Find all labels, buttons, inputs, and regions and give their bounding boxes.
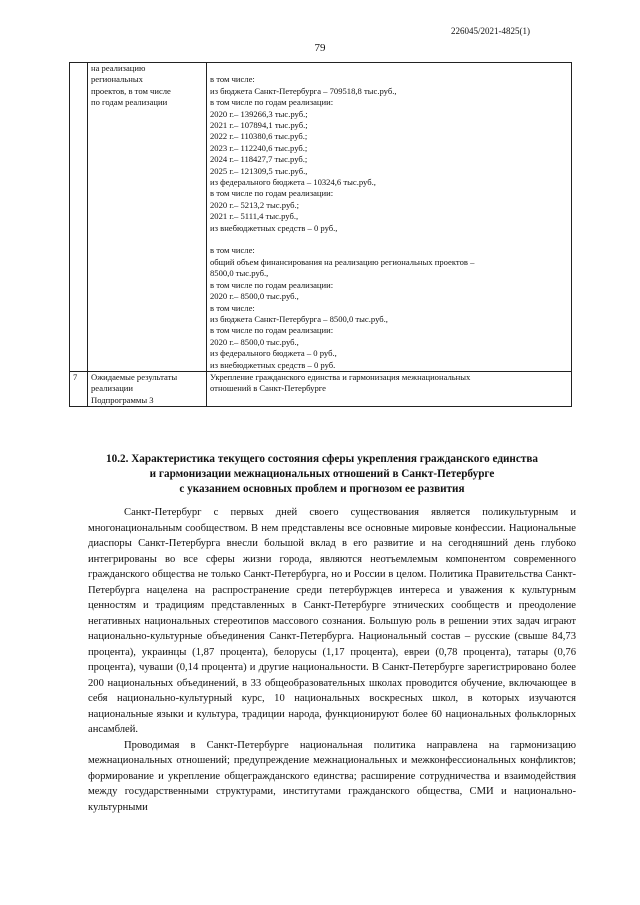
value-line: общий объем финансирования на реализацию региональных проектов –: [210, 256, 475, 267]
heading-line: 10.2. Характеристика текущего состояния сферы укрепления гражданского единства: [106, 453, 538, 465]
value-line: из бюджета Санкт-Петербурга – 8500,0 тыс.руб.,: [210, 313, 388, 324]
value-line: Укрепление гражданского единства и гармонизация межнациональных: [210, 371, 471, 382]
blank-line: [210, 63, 568, 74]
paragraph: Санкт-Петербург с первых дней своего существования является поликультурным и многонациональным сообществом. В нем представлены все основные мировые конфессии. Национальные диаспоры Санкт-Петербурга внесли большой вклад в его развитие и на сегодняшний день глубоко интегрированы во все сферы жизни города, являются неотъемлемым компонентом современного гражданского общества не только Санкт-Петербурга, но и России в целом. Политика Правительства Санкт-Петербурга нацелена на распространение среди петербуржцев интереса и уважения к культурным ценностям и традициям представленных в Санкт-Петербурге этнических сообществ и преодоление негативных национальных стереотипов массового сознания. Большую роль в решении этих задач играют национально-культурные объединения Санкт-Петербурга. Национальный состав – русские (свыше 84,73 процента), украинцы (1,87 процента), белорусы (1,17 процента), евреи (0,78 процента), татары (0,76 процента), чуваши (0,14 процента) и другие национальности. В Санкт-Петербурге зарегистрировано более 200 национальных объединений, в 33 общеобразовательных школах проводится обучение, включающее в себя национально-культурный курс, 10 национальных воскресных школ, в которых изучаются национальные языки и культура, традиции народа, функционируют более 60 национальных фольклорных ансамблей.: [88, 507, 576, 735]
value-line: в том числе:: [210, 302, 255, 313]
value-line: в том числе по годам реализации:: [210, 279, 334, 290]
value-line: 2021 г.– 107894,1 тыс.руб.;: [210, 120, 308, 131]
label-line: Подпрограммы 3: [91, 394, 154, 405]
value-line: из федерального бюджета – 10324,6 тыс.руб.,: [210, 177, 376, 188]
value-line: 2020 г.– 8500,0 тыс.руб.,: [210, 336, 299, 347]
heading-line: с указанием основных проблем и прогнозом ее развития: [179, 483, 465, 495]
row-value-cell: [207, 371, 572, 406]
page-number: 79: [314, 42, 326, 54]
label-line: региональных: [91, 74, 143, 85]
row-number-cell: 7: [70, 371, 88, 406]
value-line: в том числе:: [210, 74, 255, 85]
value-line: из внебюджетных средств – 0 руб.: [210, 359, 336, 370]
row-value-cell: [207, 63, 572, 372]
value-line: 8500,0 тыс.руб.,: [210, 268, 269, 279]
label-line: Ожидаемые результаты: [91, 371, 178, 382]
value-line: в том числе:: [210, 245, 255, 256]
program-passport-table: [69, 62, 572, 407]
value-line: 2020 г.– 8500,0 тыс.руб.,: [210, 291, 299, 302]
value-line: в том числе по годам реализации:: [210, 188, 334, 199]
value-line: 2020 г.– 139266,3 тыс.руб.;: [210, 108, 308, 119]
value-line: отношений в Санкт-Петербурге: [210, 383, 326, 394]
value-line: 2021 г.– 5111,4 тыс.руб.,: [210, 211, 299, 222]
blank-line: [210, 234, 568, 245]
value-line: в том числе по годам реализации:: [210, 325, 334, 336]
label-line: по годам реализации: [91, 97, 168, 108]
value-line: 2020 г.– 5213,2 тыс.руб.;: [210, 199, 300, 210]
value-line: 2025 г.– 121309,5 тыс.руб.,: [210, 165, 308, 176]
label-line: проектов, в том числе: [91, 85, 171, 96]
section-heading: [68, 452, 576, 497]
value-line: из бюджета Санкт-Петербурга – 709518,8 тыс.руб.,: [210, 85, 397, 96]
table-row: [70, 63, 572, 372]
value-line: 2023 г.– 112240,6 тыс.руб.;: [210, 142, 308, 153]
label-line: реализации: [91, 383, 133, 394]
value-line: в том числе по годам реализации:: [210, 97, 334, 108]
heading-line: и гармонизации межнациональных отношений в Санкт-Петербурге: [149, 468, 495, 480]
row-label-cell: [88, 63, 207, 372]
value-line: 2022 г.– 110380,6 тыс.руб.;: [210, 131, 308, 142]
paragraph: Проводимая в Санкт-Петербурге национальная политика направлена на гармонизацию межнациональных отношений; предупреждение межнациональных и межконфессиональных конфликтов; формирование и укрепление общегражданского единства; расширение сотрудничества и взаимодействия между государственными структурами, институтами гражданского общества, СМИ и национально-культурными: [88, 739, 576, 813]
value-line: из внебюджетных средств – 0 руб.,: [210, 222, 338, 233]
value-line: из федерального бюджета – 0 руб.,: [210, 348, 337, 359]
section-body: [88, 505, 576, 815]
value-line: 2024 г.– 118427,7 тыс.руб.;: [210, 154, 308, 165]
row-label-cell: [88, 371, 207, 406]
document-registration-code: 226045/2021-4825(1): [451, 26, 530, 36]
label-line: на реализацию: [91, 63, 146, 73]
row-number-cell: [70, 63, 88, 372]
table-row: [70, 371, 572, 406]
